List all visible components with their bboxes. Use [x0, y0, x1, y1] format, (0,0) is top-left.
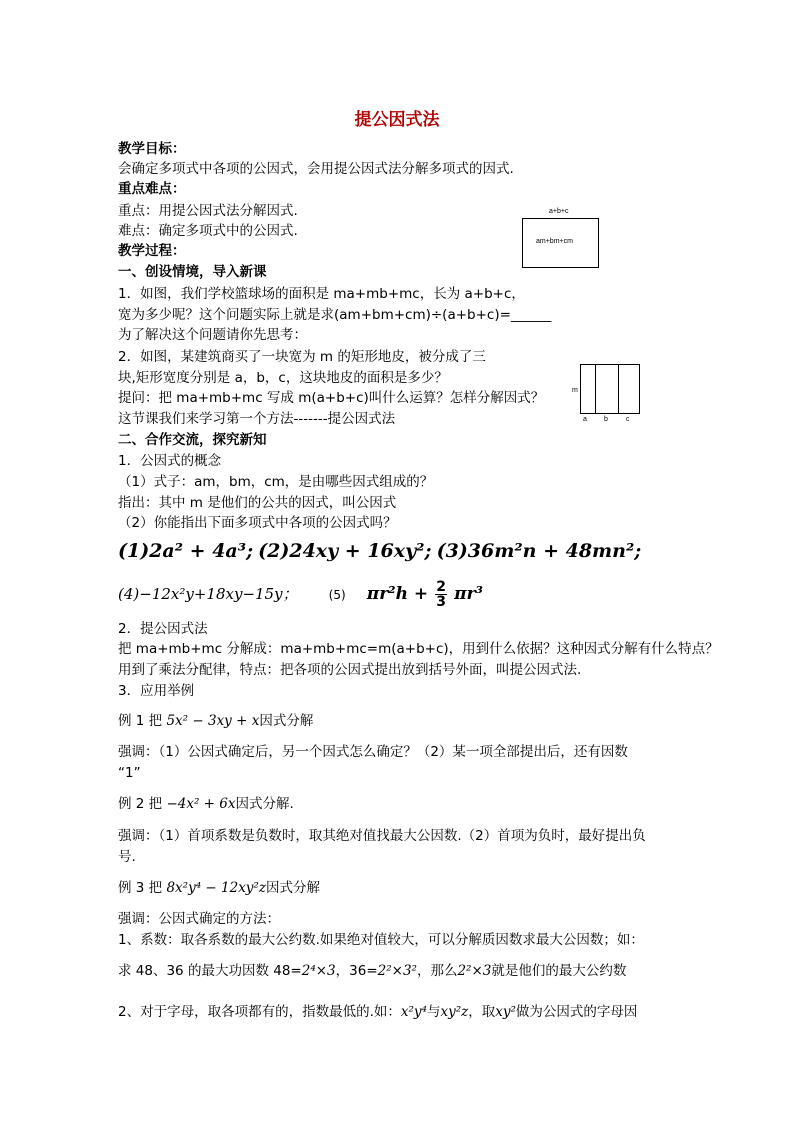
section-2-heading: 二、合作交流，探究新知 — [118, 432, 267, 448]
example-3-suffix: 因式分解 — [265, 880, 320, 896]
figure2-divider-2 — [618, 365, 619, 413]
key-heading: 重点难点： — [118, 181, 186, 197]
figure1-inner-label: am+bm+cm — [536, 238, 573, 245]
rule-2-term-a: x²y⁴ — [400, 1004, 427, 1020]
figure2-rectangle — [580, 364, 640, 414]
concept-1: 1．公因式的概念 — [118, 453, 222, 469]
concept-1b: 指出：其中 m 是他们的公共的因式，叫公因式 — [118, 495, 397, 511]
figure1-top-label: a+b+c — [549, 208, 569, 215]
para-1a: 1．如图，我们学校篮球场的面积是 ma+mb+mc，长为 a+b+c， — [118, 286, 525, 302]
formula-row-2 — [118, 580, 483, 609]
goal-text: 会确定多项式中各项的公因式，会用提公因式法分解多项式的因式. — [118, 161, 514, 177]
examples-heading: 3．应用举例 — [118, 683, 195, 699]
example-2-formula: −4x² + 6x — [166, 796, 236, 812]
example-1 — [118, 712, 313, 730]
rule-2-mid-1: 与 — [426, 1004, 441, 1020]
rule-2-prefix: 2、对于字母，取各项都有的，指数最低的.如： — [118, 1004, 401, 1020]
method-rule-2 — [118, 1003, 637, 1021]
method-heading: 2．提公因式法 — [118, 621, 208, 637]
figure2-label-a: a — [583, 416, 587, 423]
note-1a: 强调：（1）公因式确定后，另一个因式怎么确定？（2）某一项全部提出后，还有因数 — [118, 744, 628, 760]
formula-1: (1)2a² + 4a³ — [118, 540, 247, 562]
figure1-rectangle — [522, 218, 599, 268]
note-1b: “1” — [118, 765, 141, 781]
rule-2-mid-2: ，取 — [468, 1004, 496, 1020]
rule-1-mid-1: ，36= — [335, 963, 378, 979]
example-2-prefix: 例 2 把 — [118, 796, 167, 812]
example-3 — [118, 879, 320, 897]
note-2a: 强调：（1）首项系数是负数时，取其绝对值找最大公因数.（2）首项为负时，最好提出负 — [118, 828, 646, 844]
example-1-prefix: 例 1 把 — [118, 713, 167, 729]
method-para-b: 用到了乘法分配律，特点：把各项的公因式提出放到括号外面，叫提公因式法. — [118, 662, 582, 678]
rule-1-value-a: 2⁴×3 — [301, 963, 336, 979]
para-2c: 提问：把 ma+mb+mc 写成 m(a+b+c)叫什么运算？怎样分解因式？ — [118, 390, 545, 406]
formula-sep-3: ; — [634, 540, 642, 562]
para-2d: 这节课我们来学习第一个方法-------提公因式法 — [118, 411, 396, 427]
figure2-divider-1 — [595, 365, 596, 413]
example-1-formula: 5x² − 3xy + x — [166, 713, 260, 729]
para-2a: 2．如图，某建筑商买了一块宽为 m 的矩形地皮，被分成了三 — [118, 349, 486, 365]
figure2-label-c: c — [626, 416, 630, 423]
example-3-formula: 8x²y⁴ − 12xy²z — [166, 880, 266, 896]
rule-2-term-b: xy²z — [440, 1004, 469, 1020]
formula-row-1 — [118, 540, 641, 562]
formula-5-label: (5) — [328, 588, 346, 602]
formula-sep-2: ; — [424, 540, 432, 562]
method-rule-1-example — [118, 962, 626, 980]
section-1-heading: 一、创设情境，导入新课 — [118, 264, 267, 280]
para-1b: 宽为多少呢？这个问题实际上就是求(am+bm+cm)÷(a+b+c)=______ — [118, 307, 552, 323]
process-heading: 教学过程： — [118, 243, 186, 259]
formula-5a: πr²h + — [366, 584, 429, 604]
concept-1a: （1）式子：am，bm，cm，是由哪些因式组成的？ — [118, 474, 434, 490]
concept-1c: （2）你能指出下面多项式中各项的公因式吗？ — [118, 515, 397, 531]
fraction-denominator: 3 — [436, 594, 446, 610]
fraction-numerator: 2 — [436, 579, 446, 595]
key-point-1: 重点：用提公因式法分解因式. — [118, 203, 298, 219]
para-2b: 块,矩形宽度分别是 a，b，c，这块地皮的面积是多少？ — [118, 370, 448, 386]
rule-1-prefix: 求 48、36 的最大功因数 48= — [118, 963, 302, 979]
rule-1-value-b: 2²×3² — [377, 963, 417, 979]
rule-2-suffix: 做为公因式的字母因 — [515, 1004, 638, 1020]
formula-5b: πr³ — [454, 584, 483, 604]
formula-sep-1: ; — [246, 540, 254, 562]
rule-2-term-c: xy² — [495, 1004, 516, 1020]
note-3: 强调：公因式确定的方法： — [118, 911, 280, 927]
example-2 — [118, 795, 294, 813]
key-point-2: 难点：确定多项式中的公因式. — [118, 223, 298, 239]
example-2-suffix: 因式分解. — [235, 796, 294, 812]
rule-1-value-c: 2²×3 — [457, 963, 492, 979]
document-title: 提公因式法 — [354, 110, 440, 130]
formula-3: (3)36m²n + 48mn² — [436, 540, 635, 562]
rule-1-suffix: 就是他们的最大公约数 — [491, 963, 627, 979]
figure2-label-b: b — [604, 416, 608, 423]
para-1c: 为了解决这个问题请你先思考： — [118, 327, 307, 343]
method-rule-1: 1、系数：取各系数的最大公约数.如果绝对值较大，可以分解质因数求最大公因数；如： — [118, 932, 644, 948]
figure2-side-label: m — [572, 387, 578, 394]
formula-4: (4)−12x²y+18xy−15y； — [118, 585, 298, 603]
goal-heading: 教学目标： — [118, 141, 186, 157]
method-para-a: 把 ma+mb+mc 分解成：ma+mb+mc=m(a+b+c)，用到什么依据？这种因式分解有什么特点？ — [118, 641, 719, 657]
formula-2: (2)24xy + 16xy² — [258, 540, 425, 562]
note-2b: 号. — [118, 849, 136, 865]
example-3-prefix: 例 3 把 — [118, 880, 167, 896]
rule-1-mid-2: ，那么 — [416, 963, 458, 979]
example-1-suffix: 因式分解 — [259, 713, 314, 729]
formula-5-fraction — [435, 580, 447, 609]
